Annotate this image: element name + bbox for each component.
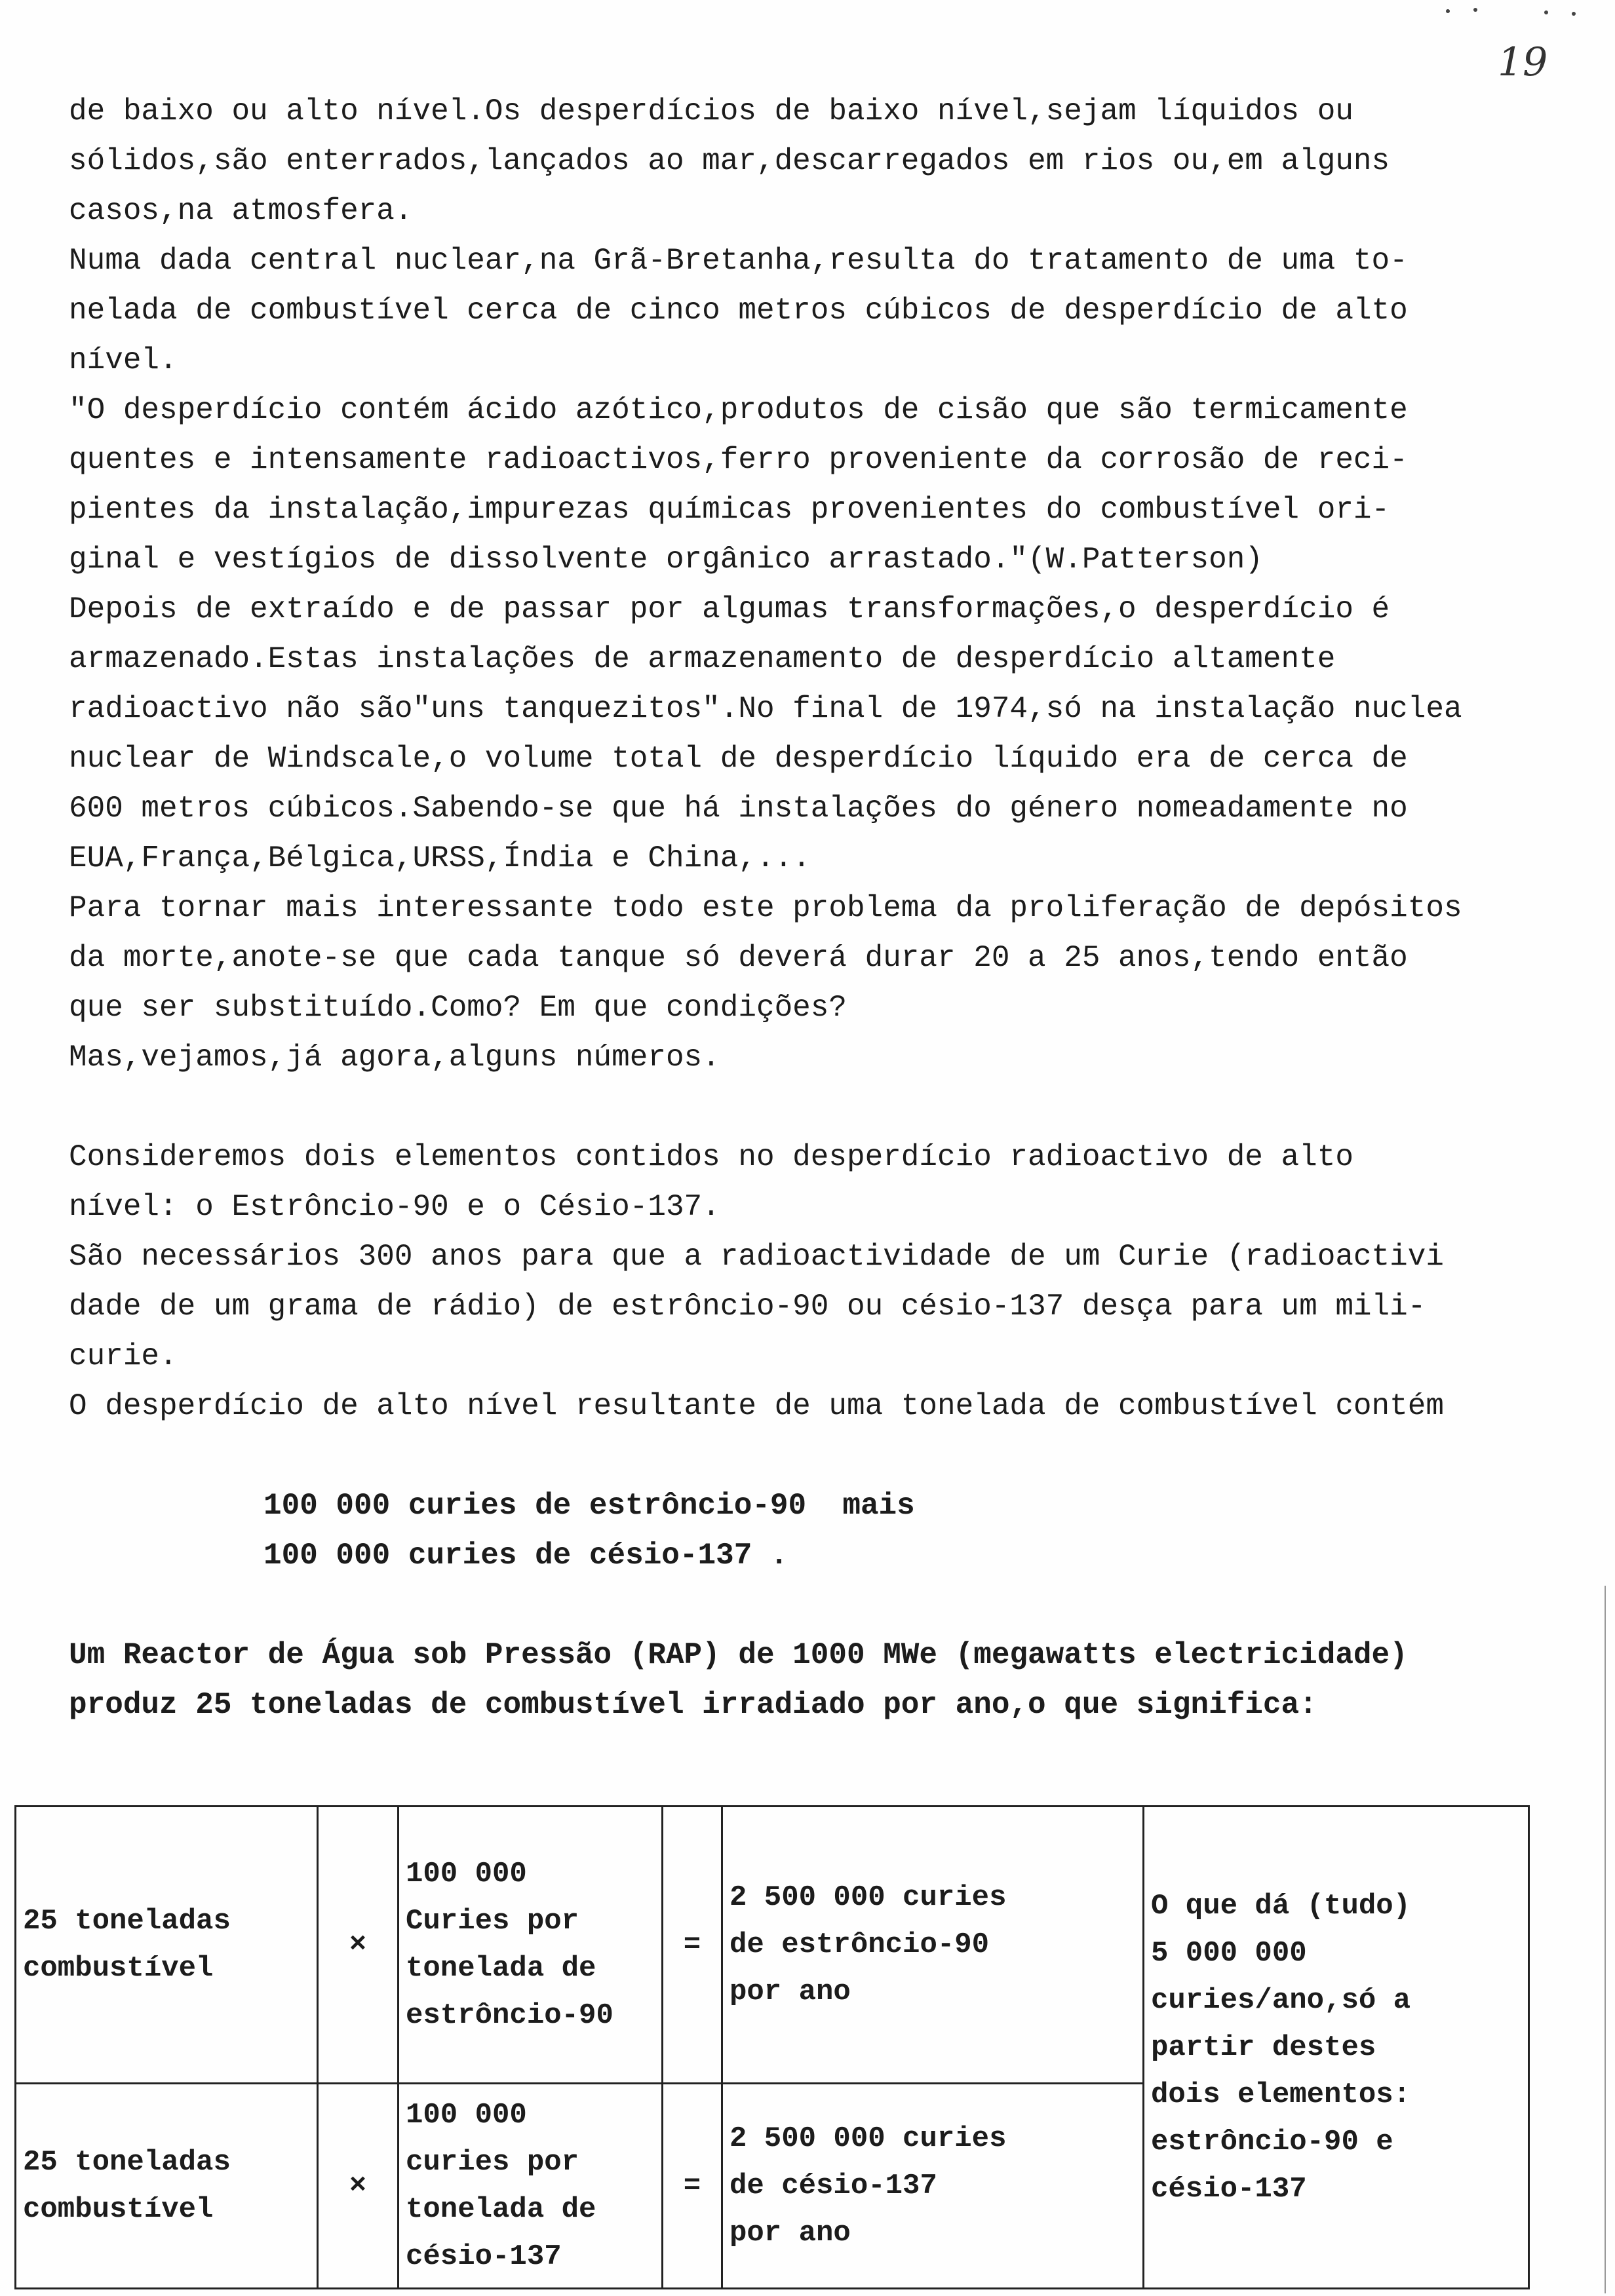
multiply-sign: × <box>318 1807 399 2084</box>
speck <box>1446 9 1450 13</box>
cell-text: de estrôncio-90 <box>730 1928 990 1961</box>
text-line: "O desperdício contém ácido azótico,produtos de cisão que são termicamente <box>69 393 1408 427</box>
quantity-cell <box>16 1807 318 2084</box>
text-line: São necessários 300 anos para que a radioactividade de um Curie (radioactivi <box>69 1240 1444 1274</box>
cell-text: curies/ano,só a <box>1151 1983 1411 2017</box>
text-line: Para tornar mais interessante todo este problema da proliferação de depósitos <box>69 891 1462 925</box>
cell-text: 5 000 000 <box>1151 1936 1307 1970</box>
text-line: nível: o Estrôncio-90 e o Césio-137. <box>69 1190 720 1224</box>
cell-text: combustível <box>23 2193 214 2226</box>
speck <box>1572 12 1576 16</box>
text-line: Um Reactor de Água sob Pressão (RAP) de 1000 MWe (megawatts electricidade) <box>69 1638 1408 1672</box>
calculation-table <box>14 1805 1530 2289</box>
cell-text: 100 000 <box>406 1858 527 1890</box>
cell-text: de césio-137 <box>730 2170 937 2202</box>
equals-sign: = <box>663 2084 722 2289</box>
text-line: EUA,França,Bélgica,URSS,Índia e China,... <box>69 841 811 875</box>
text-line: curie. <box>69 1339 178 1373</box>
text-line: Depois de extraído e de passar por algumas transformações,o desperdício é <box>69 592 1390 626</box>
cell-text: 2 500 000 curies <box>730 2122 1007 2155</box>
text-line: Consideremos dois elementos contidos no desperdício radioactivo de alto <box>69 1140 1353 1174</box>
speck <box>1544 10 1548 14</box>
result-cell <box>722 2084 1144 2289</box>
result-cell <box>722 1807 1144 2084</box>
cell-text: tonelada de <box>406 1952 596 1985</box>
text-line: armazenado.Estas instalações de armazenamento de desperdício altamente <box>69 642 1336 676</box>
text-line: da morte,anote-se que cada tanque só deverá durar 20 a 25 anos,tendo então <box>69 941 1408 975</box>
cell-text: estrôncio-90 <box>406 1999 613 2032</box>
margin-rule <box>1605 1586 1606 2293</box>
text-line: Numa dada central nuclear,na Grã-Bretanha,resulta do tratamento de uma to- <box>69 244 1408 278</box>
table-row <box>16 1807 1529 2084</box>
multiply-sign: × <box>318 2084 399 2289</box>
text-line: casos,na atmosfera. <box>69 194 413 228</box>
cell-text: tonelada de <box>406 2193 596 2226</box>
equals-sign: = <box>663 1807 722 2084</box>
cell-text: por ano <box>730 2217 851 2249</box>
cell-text: partir destes <box>1151 2031 1376 2064</box>
text-line: ginal e vestígios de dissolvente orgânico arrastado."(W.Patterson) <box>69 543 1263 577</box>
text-line: dade de um grama de rádio) de estrôncio-90 ou césio-137 desça para um mili- <box>69 1290 1426 1324</box>
cell-text: combustível <box>23 1952 214 1985</box>
text-line: nuclear de Windscale,o volume total de desperdício líquido era de cerca de <box>69 742 1408 776</box>
speck <box>1473 8 1477 12</box>
cell-text: curies por <box>406 2146 579 2179</box>
indented-line: 100 000 curies de estrôncio-90 mais <box>263 1489 915 1523</box>
indented-line: 100 000 curies de césio-137 . <box>263 1539 788 1573</box>
cell-text: por ano <box>730 1976 851 2008</box>
text-line: nível. <box>69 343 178 377</box>
text-line: O desperdício de alto nível resultante de uma tonelada de combustível contém <box>69 1389 1444 1423</box>
cell-text: 100 000 <box>406 2099 527 2132</box>
text-line: 600 metros cúbicos.Sabendo-se que há instalações do género nomeadamente no <box>69 792 1408 826</box>
text-line: sólidos,são enterrados,lançados ao mar,descarregados em rios ou,em alguns <box>69 144 1390 178</box>
cell-text: césio-137 <box>1151 2172 1307 2206</box>
text-line: quentes e intensamente radioactivos,ferro proveniente da corrosão de reci- <box>69 443 1408 477</box>
cell-text: estrôncio-90 e <box>1151 2125 1393 2158</box>
quantity-cell <box>16 2084 318 2289</box>
text-line: pientes da instalação,impurezas químicas provenientes do combustível ori- <box>69 493 1390 527</box>
cell-text: 2 500 000 curies <box>730 1881 1007 1914</box>
factor-cell <box>399 1807 663 2084</box>
total-cell <box>1144 1807 1529 2289</box>
text-line: de baixo ou alto nível.Os desperdícios de baixo nível,sejam líquidos ou <box>69 94 1353 128</box>
text-line: que ser substituído.Como? Em que condições? <box>69 991 847 1025</box>
text-line: nelada de combustível cerca de cinco metros cúbicos de desperdício de alto <box>69 294 1408 328</box>
text-line: radioactivo não são"uns tanquezitos".No final de 1974,só na instalação nuclea <box>69 692 1462 726</box>
text-line: Mas,vejamos,já agora,alguns números. <box>69 1041 720 1075</box>
cell-text: césio-137 <box>406 2240 562 2273</box>
cell-text: dois elementos: <box>1151 2078 1411 2111</box>
cell-text: Curies por <box>406 1905 579 1938</box>
factor-cell <box>399 2084 663 2289</box>
text-line: produz 25 toneladas de combustível irradiado por ano,o que significa: <box>69 1688 1317 1722</box>
page-number-mark: 19 <box>1498 39 1548 85</box>
cell-text: 25 toneladas <box>23 1905 231 1938</box>
cell-text: O que dá (tudo) <box>1151 1889 1411 1923</box>
cell-text: 25 toneladas <box>23 2146 231 2179</box>
